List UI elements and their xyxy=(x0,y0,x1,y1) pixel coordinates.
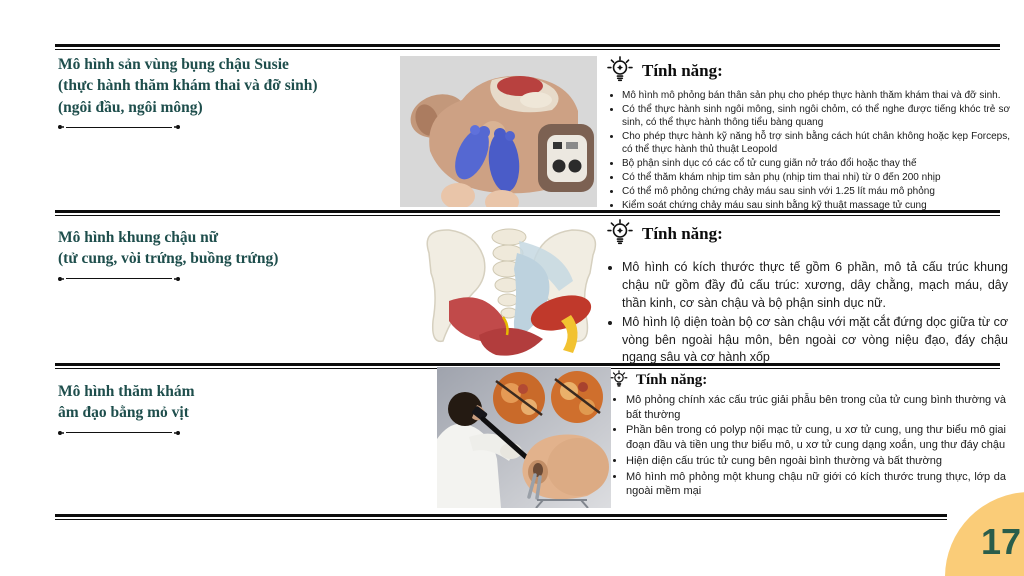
feature-bullet: • Mô hình có kích thước thực tế gồm 6 phần, mô tả cấu trúc khung chậu nữ gồm đầy đủ cấu trúc: xương, dây chằng, mạch máu, dây thần kinh, cơ sàn chậu và bộ phận sinh dục nữ. xyxy=(622,259,1008,313)
features-heading xyxy=(606,219,1008,249)
susie-birthing-simulator-photo xyxy=(400,56,597,207)
feature-bullet: • Mô hình mô phỏng một khung chậu nữ giới có kích thước trung thực, lớp da ngoài mềm mại xyxy=(626,470,1006,499)
features-heading xyxy=(606,56,1010,86)
feature-bullet: • Có thể thực hành sinh ngôi mông, sinh ngôi chỏm, có thể nghe được tiếng khóc trẻ sơ sinh, có thể thực hành thông tiểu bàng quang xyxy=(622,103,1010,129)
features-list xyxy=(610,393,1006,499)
vaginal-speculum-exam-model-photo xyxy=(437,367,611,508)
feature-bullet: • Mô phỏng chính xác cấu trúc giải phẫu bên trong của tử cung bình thường và bất thường xyxy=(626,393,1006,422)
lightbulb-icon xyxy=(610,370,628,390)
section-3-features xyxy=(610,370,1006,500)
title-ornament xyxy=(58,277,180,281)
section-1-title xyxy=(58,54,393,129)
feature-bullet: • Kiểm soát chứng chảy máu sau sinh bằng kỹ thuật massage tử cung xyxy=(622,199,1010,212)
feature-bullet: • Mô hình lộ diện toàn bộ cơ sàn chậu với mặt cắt đứng dọc giữa từ cơ vòng bên ngoài hậu môn, bên ngoài cơ vòng niệu đạo, đáy chậu ngang sâu và cơ hành xốp xyxy=(622,314,1008,368)
title-line: Mô hình khung chậu nữ xyxy=(58,229,219,246)
section-3-title xyxy=(58,381,393,435)
features-heading-label: Tính năng: xyxy=(636,371,708,388)
feature-bullet: • Cho phép thực hành kỹ năng hỗ trợ sinh bằng cách hút chân không hoặc kẹp Forceps, có thể thực hành thủ thuật Leopold xyxy=(622,130,1010,156)
features-list xyxy=(606,89,1010,212)
section-2-features xyxy=(606,219,1008,368)
lightbulb-icon xyxy=(606,219,634,249)
section-1-features xyxy=(606,56,1010,213)
feature-bullet: • Phần bên trong có polyp nội mạc tử cung, u xơ tử cung, ung thư biểu mô giai đoạn đầu và tiền ung thư biểu mô, u xơ tử cung dạng xoắn, ung thư đáy chậu xyxy=(626,423,1006,452)
features-heading-label: Tính năng: xyxy=(642,61,723,80)
section-2-title xyxy=(58,227,393,281)
feature-bullet: • Hiện diện cấu trúc tử cung bên ngoài bình thường và bất thường xyxy=(626,454,1006,469)
female-pelvis-anatomy-model-photo xyxy=(421,221,601,361)
feature-bullet: • Bộ phận sinh dục có các cổ tử cung giãn nở tráo đổi hoặc thay thế xyxy=(622,157,1010,170)
title-line: (ngôi đầu, ngôi mông) xyxy=(58,98,203,116)
feature-bullet: • Có thể mô phỏng chứng chảy máu sau sinh với 1.25 lít máu mô phỏng xyxy=(622,185,1010,198)
page-number: 17 xyxy=(980,521,1022,562)
title-line: âm đạo bằng mỏ vịt xyxy=(58,404,189,422)
title-line: (tử cung, vòi trứng, buồng trứng) xyxy=(58,250,279,268)
title-line: Mô hình sản vùng bụng chậu Susie xyxy=(58,56,289,73)
title-ornament xyxy=(58,125,180,129)
rule-bottom xyxy=(55,514,947,520)
lightbulb-icon xyxy=(606,56,634,86)
feature-bullet: • Mô hình mô phỏng bán thân sản phụ cho phép thực hành thăm khám thai và đỡ sinh. xyxy=(622,89,1010,102)
features-list xyxy=(606,259,1008,367)
features-heading xyxy=(610,370,1006,390)
title-line: (thực hành thăm khám thai và đỡ sinh) xyxy=(58,77,318,95)
rule-top xyxy=(55,44,1000,50)
features-heading-label: Tính năng: xyxy=(642,224,723,243)
feature-bullet: • Có thể thăm khám nhịp tim sản phụ (nhịp tim thai nhi) từ 0 đến 200 nhịp xyxy=(622,171,1010,184)
title-ornament xyxy=(58,431,180,435)
title-line: Mô hình thăm khám xyxy=(58,383,195,400)
